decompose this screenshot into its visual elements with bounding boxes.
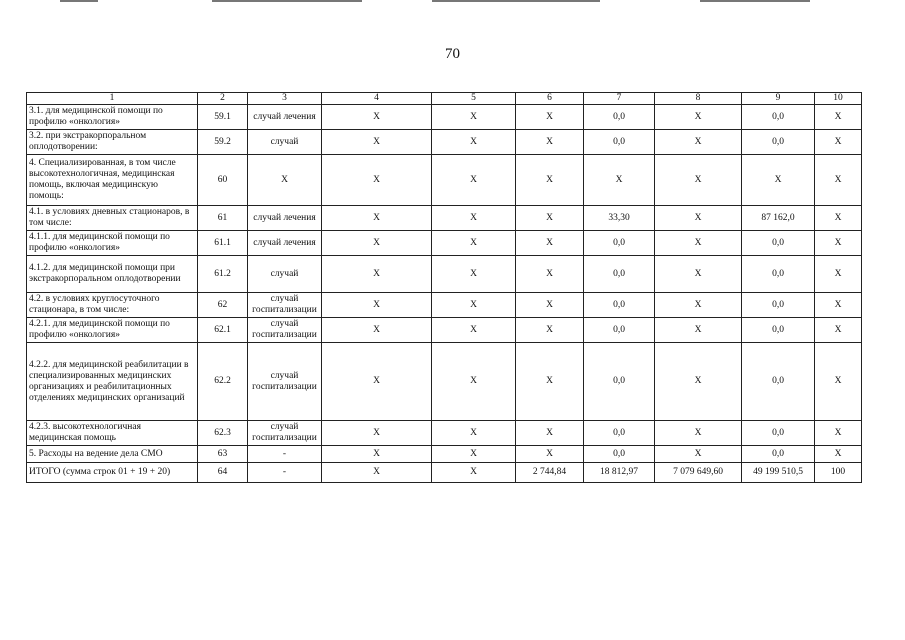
table-cell: случай (248, 130, 322, 155)
table-cell: X (432, 421, 516, 446)
table-cell: 0,0 (742, 130, 815, 155)
table-cell: X (322, 463, 432, 483)
table-cell: 63 (198, 446, 248, 463)
table-cell: X (655, 421, 742, 446)
table-cell: X (516, 421, 584, 446)
table-row (27, 421, 862, 446)
column-header: 3 (248, 93, 322, 105)
table-cell: X (322, 130, 432, 155)
table-cell: случай госпитализации (248, 421, 322, 446)
table-cell: 59.2 (198, 130, 248, 155)
table-cell: X (516, 446, 584, 463)
table-cell: X (322, 446, 432, 463)
table-cell: 33,30 (584, 206, 655, 231)
table-cell: X (516, 343, 584, 421)
table-cell: 0,0 (742, 231, 815, 256)
table-cell: 0,0 (584, 256, 655, 293)
table-row (27, 343, 862, 421)
table-cell: X (516, 293, 584, 318)
table-cell: 59.1 (198, 105, 248, 130)
row-label-cell: 4.2.1. для медицинской помощи по профилю «онкология» (27, 318, 198, 343)
table-cell: X (516, 256, 584, 293)
table-cell: 62.1 (198, 318, 248, 343)
column-header: 7 (584, 93, 655, 105)
column-header: 2 (198, 93, 248, 105)
table-cell: 60 (198, 155, 248, 206)
scan-edge-mark (212, 0, 362, 2)
table-cell: X (432, 231, 516, 256)
table-cell: X (655, 446, 742, 463)
table-header-row (27, 93, 862, 105)
table-cell: случай (248, 256, 322, 293)
table-cell: X (815, 155, 862, 206)
table-cell: X (322, 206, 432, 231)
table-cell: 0,0 (742, 293, 815, 318)
table-cell: X (815, 231, 862, 256)
table-cell: 87 162,0 (742, 206, 815, 231)
scan-edge-mark (432, 0, 600, 2)
table-cell: 64 (198, 463, 248, 483)
row-label-cell: 4.2.2. для медицинской реабилитации в специализированных медицинских организациях и реабилитационных отделениях медицинских организаций (27, 343, 198, 421)
table-cell: X (516, 206, 584, 231)
table-cell: 0,0 (742, 256, 815, 293)
row-label-cell: 4.1. в условиях дневных стационаров, в том числе: (27, 206, 198, 231)
table-cell: 0,0 (584, 231, 655, 256)
table-cell: X (322, 293, 432, 318)
table-cell: 7 079 649,60 (655, 463, 742, 483)
table-cell: X (655, 231, 742, 256)
table-cell: 61 (198, 206, 248, 231)
table-cell: 62 (198, 293, 248, 318)
table-cell: 0,0 (742, 446, 815, 463)
table-cell: X (516, 130, 584, 155)
table-cell: X (322, 231, 432, 256)
row-label-cell: 5. Расходы на ведение дела СМО (27, 446, 198, 463)
table-row (27, 318, 862, 343)
row-label-cell: 4.1.1. для медицинской помощи по профилю «онкология» (27, 231, 198, 256)
table-cell: 0,0 (742, 105, 815, 130)
table-cell: X (815, 343, 862, 421)
table-cell: 0,0 (584, 105, 655, 130)
table-cell: X (432, 105, 516, 130)
table-cell: X (815, 446, 862, 463)
scan-edge-mark (700, 0, 810, 2)
table-cell: случай госпитализации (248, 318, 322, 343)
table-cell: X (655, 343, 742, 421)
table-cell: X (322, 256, 432, 293)
row-label-cell: 4.2. в условиях круглосуточного стационара, в том числе: (27, 293, 198, 318)
table-cell: X (432, 446, 516, 463)
statistics-table (26, 92, 862, 483)
table-cell: 0,0 (584, 421, 655, 446)
table-cell: X (432, 318, 516, 343)
table-cell: X (432, 130, 516, 155)
table-cell: 18 812,97 (584, 463, 655, 483)
table-cell: X (322, 318, 432, 343)
table-cell: X (322, 155, 432, 206)
table-cell: X (815, 105, 862, 130)
table-cell: 61.1 (198, 231, 248, 256)
row-label-cell: ИТОГО (сумма строк 01 + 19 + 20) (27, 463, 198, 483)
column-header: 5 (432, 93, 516, 105)
table-cell: 100 (815, 463, 862, 483)
table-cell: X (815, 318, 862, 343)
table-cell: X (815, 206, 862, 231)
table-cell: случай госпитализации (248, 343, 322, 421)
table-cell: X (322, 105, 432, 130)
table-cell: X (432, 206, 516, 231)
table-cell: - (248, 446, 322, 463)
table-cell: X (516, 318, 584, 343)
table-cell: X (655, 155, 742, 206)
table-cell: случай лечения (248, 105, 322, 130)
table-cell: X (584, 155, 655, 206)
table-cell: 0,0 (742, 318, 815, 343)
column-header: 8 (655, 93, 742, 105)
table-cell: X (322, 421, 432, 446)
table-row (27, 446, 862, 463)
table-cell: 0,0 (584, 293, 655, 318)
row-label-cell: 4.2.3. высокотехнологичная медицинская помощь (27, 421, 198, 446)
table-cell: 0,0 (742, 343, 815, 421)
table-cell: X (432, 463, 516, 483)
table-cell: 61.2 (198, 256, 248, 293)
table-cell: X (432, 155, 516, 206)
column-header: 6 (516, 93, 584, 105)
table-cell: X (516, 155, 584, 206)
table-cell: 0,0 (584, 343, 655, 421)
row-label-cell: 4.1.2. для медицинской помощи при экстракорпоральном оплодотворении (27, 256, 198, 293)
row-label-cell: 3.1. для медицинской помощи по профилю «онкология» (27, 105, 198, 130)
table-cell: 0,0 (584, 446, 655, 463)
table-cell: 0,0 (584, 318, 655, 343)
table-cell: 62.2 (198, 343, 248, 421)
table-cell: 0,0 (742, 421, 815, 446)
column-header: 9 (742, 93, 815, 105)
table-cell: X (655, 256, 742, 293)
table-cell: 0,0 (584, 130, 655, 155)
table-cell: X (432, 343, 516, 421)
table-row (27, 155, 862, 206)
table-cell: 2 744,84 (516, 463, 584, 483)
table-cell: X (815, 421, 862, 446)
table-cell: случай лечения (248, 206, 322, 231)
table-cell: X (516, 231, 584, 256)
table-cell: X (815, 130, 862, 155)
table-cell: X (432, 256, 516, 293)
table-cell: X (655, 206, 742, 231)
table-cell: X (815, 293, 862, 318)
row-label-cell: 3.2. при экстракорпоральном оплодотворении: (27, 130, 198, 155)
column-header: 4 (322, 93, 432, 105)
table-cell: X (655, 318, 742, 343)
table-cell: X (322, 343, 432, 421)
table-cell: случай лечения (248, 231, 322, 256)
row-label-cell: 4. Специализированная, в том числе высокотехнологичная, медицинская помощь, включая медицинскую помощь: (27, 155, 198, 206)
table-cell: X (815, 256, 862, 293)
table-cell: X (655, 293, 742, 318)
table-cell: - (248, 463, 322, 483)
table-row (27, 206, 862, 231)
table-row (27, 256, 862, 293)
table-row (27, 231, 862, 256)
table-cell: 62.3 (198, 421, 248, 446)
table-row (27, 463, 862, 483)
table-cell: X (655, 130, 742, 155)
table-cell: 49 199 510,5 (742, 463, 815, 483)
table-cell: X (742, 155, 815, 206)
table-row (27, 293, 862, 318)
column-header: 10 (815, 93, 862, 105)
table-cell: X (248, 155, 322, 206)
table-row (27, 130, 862, 155)
table-cell: случай госпитализации (248, 293, 322, 318)
table-cell: X (655, 105, 742, 130)
page-number: 70 (445, 46, 460, 62)
table-cell: X (432, 293, 516, 318)
table-row (27, 105, 862, 130)
table-cell: X (516, 105, 584, 130)
scan-edge-mark (60, 0, 98, 2)
column-header: 1 (27, 93, 198, 105)
